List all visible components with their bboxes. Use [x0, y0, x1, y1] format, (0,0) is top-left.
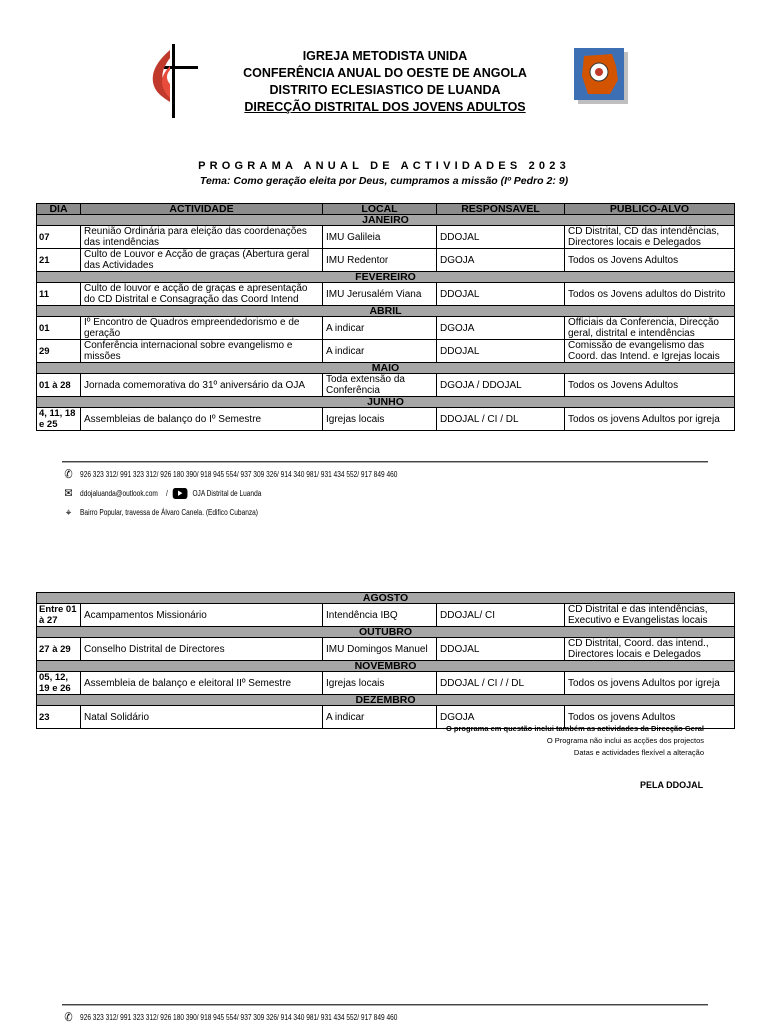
audience-cell: Todos os Jovens Adultos — [565, 374, 735, 397]
table-row — [37, 340, 735, 363]
table-header-row — [37, 204, 735, 215]
divider-line — [62, 461, 708, 463]
month-row — [37, 593, 735, 604]
phones-text: 926 323 312/ 991 323 312/ 926 180 390/ 918 945 554/ 937 309 326/ 914 340 981/ 931 434 552/ 917 849 460 — [80, 469, 398, 479]
month-row — [37, 661, 735, 672]
day-cell: 4, 11, 18 e 25 — [37, 408, 81, 431]
address-text: Bairro Popular, travessa de Álvaro Canela. (Edifico Cubanza) — [80, 508, 258, 517]
responsible-cell: DDOJAL — [437, 340, 565, 363]
program-title: PROGRAMA ANUAL DE ACTIVIDADES 2023 — [198, 160, 570, 172]
audience-cell: Todos os Jovens adultos do Distrito — [565, 283, 735, 306]
activity-cell: Reunião Ordinária para eleição das coordenações das intendências — [81, 226, 323, 249]
month-row — [37, 627, 735, 638]
column-header: LOCAL — [323, 204, 437, 215]
day-cell: 23 — [37, 706, 81, 729]
footer-divider-line — [62, 1004, 708, 1006]
header-line-2: CONFERÊNCIA ANUAL DO OESTE DE ANGOLA — [243, 66, 527, 80]
month-row — [37, 695, 735, 706]
location-cell: Intendência IBQ — [323, 604, 437, 627]
audience-cell: Officiais da Conferencia, Direcção geral, distrital e intendências — [565, 317, 735, 340]
header-line-3: DISTRITO ECLESIASTICO DE LUANDA — [269, 83, 501, 97]
audience-cell: Todos os Jovens Adultos — [565, 249, 735, 272]
contact-phones — [62, 467, 397, 481]
month-row — [37, 272, 735, 283]
footnotes — [446, 723, 704, 759]
activity-cell: Acampamentos Missionário — [81, 604, 323, 627]
location-cell: IMU Jerusalém Viana — [323, 283, 437, 306]
audience-cell: CD Distrital, CD das intendências, Directores locais e Delegados — [565, 226, 735, 249]
cross-flame-logo — [148, 44, 202, 118]
day-cell: 21 — [37, 249, 81, 272]
column-header: DIA — [37, 204, 81, 215]
footer-phones-text: 926 323 312/ 991 323 312/ 926 180 390/ 918 945 554/ 937 309 326/ 914 340 981/ 931 434 552/ 917 849 460 — [80, 1012, 398, 1022]
table-row — [37, 604, 735, 627]
table-row — [37, 283, 735, 306]
month-row — [37, 363, 735, 374]
activity-cell: Culto de Louvor e Acção de graças (Abertura geral das Actividades — [81, 249, 323, 272]
header-line-1: IGREJA METODISTA UNIDA — [302, 49, 468, 63]
note-3: Datas e actividades flexível a alteração — [573, 748, 704, 757]
location-cell: A indicar — [323, 317, 437, 340]
activity-cell: Culto de louvor e acção de graças e apresentação do CD Distrital e Consagração das Coord Intend — [81, 283, 323, 306]
activity-cell: Assembleia de balanço e eleitoral IIº Semestre — [81, 672, 323, 695]
table-row — [37, 638, 735, 661]
youtube-icon: ▶ — [173, 488, 188, 499]
location-cell: A indicar — [323, 340, 437, 363]
youtube-text[interactable]: OJA Distrital de Luanda — [192, 488, 262, 498]
oja-emblem-logo — [572, 46, 630, 108]
audience-cell: Todos os jovens Adultos por igreja — [565, 408, 735, 431]
day-cell: 27 à 29 — [37, 638, 81, 661]
month-label: JUNHO — [37, 397, 735, 408]
month-row — [37, 397, 735, 408]
program-theme: Tema: Como geração eleita por Deus, cumpramos a missão (Iº Pedro 2: 9) — [199, 175, 569, 187]
email-icon: ✉ — [64, 486, 73, 500]
day-cell: Entre 01 à 27 — [37, 604, 81, 627]
document-header — [200, 48, 570, 116]
email-text[interactable]: ddojaluanda@outlook.com — [80, 488, 158, 498]
activity-cell: Conselho Distrital de Directores — [81, 638, 323, 661]
month-label: DEZEMBRO — [37, 695, 735, 706]
activities-table-1 — [36, 203, 735, 431]
note-2: O Programa não inclui as acções dos projectos — [546, 736, 704, 745]
location-cell: Toda extensão da Conferência — [323, 374, 437, 397]
table-row — [37, 226, 735, 249]
responsible-cell: DDOJAL — [437, 638, 565, 661]
audience-cell: Todos os jovens Adultos por igreja — [565, 672, 735, 695]
activity-cell: Conferência internacional sobre evangelismo e missões — [81, 340, 323, 363]
day-cell: 01 — [37, 317, 81, 340]
note-1: O programa em questão inclui também as actividades da Direcção Geral — [445, 724, 704, 733]
responsible-cell: DDOJAL / CI / DL — [437, 408, 565, 431]
month-label: JANEIRO — [37, 215, 735, 226]
audience-cell: Comissão de evangelismo das Coord. das Intend. e Igrejas locais — [565, 340, 735, 363]
responsible-cell: DDOJAL / CI / / DL — [437, 672, 565, 695]
phone-icon: ✆ — [64, 467, 73, 481]
table-row — [37, 374, 735, 397]
responsible-cell: DDOJAL — [437, 283, 565, 306]
activity-cell: Iº Encontro de Quadros empreendedorismo e de geração — [81, 317, 323, 340]
month-label: MAIO — [37, 363, 735, 374]
month-label: NOVEMBRO — [37, 661, 735, 672]
responsible-cell: DGOJA / DDOJAL — [437, 374, 565, 397]
separator: / — [166, 488, 168, 498]
location-cell: IMU Redentor — [323, 249, 437, 272]
activity-cell: Assembleias de balanço do Iº Semestre — [81, 408, 323, 431]
signature: PELA DDOJAL — [640, 780, 704, 790]
location-cell: IMU Galileia — [323, 226, 437, 249]
audience-cell: CD Distrital e das intendências, Executivo e Evangelistas locais — [565, 604, 735, 627]
responsible-cell: DGOJA — [437, 249, 565, 272]
table-row — [37, 672, 735, 695]
table-row — [37, 249, 735, 272]
header-line-4: DIRECÇÃO DISTRITAL DOS JOVENS ADULTOS — [244, 100, 526, 114]
day-cell: 07 — [37, 226, 81, 249]
table-row — [37, 317, 735, 340]
month-label: FEVEREIRO — [37, 272, 735, 283]
month-label: AGOSTO — [37, 593, 735, 604]
location-cell: A indicar — [323, 706, 437, 729]
responsible-cell: DDOJAL/ CI — [437, 604, 565, 627]
location-cell: Igrejas locais — [323, 408, 437, 431]
audience-cell: Todos os jovens Adultos — [565, 706, 735, 729]
activities-table-2 — [36, 592, 735, 729]
responsible-cell: DDOJAL — [437, 226, 565, 249]
location-cell: Igrejas locais — [323, 672, 437, 695]
activity-cell: Jornada comemorativa do 31º aniversário da OJA — [81, 374, 323, 397]
audience-cell: CD Distrital, Coord. das intend., Directores locais e Delegados — [565, 638, 735, 661]
responsible-cell: DGOJA — [437, 706, 565, 729]
column-header: PUBLICO-ALVO — [565, 204, 735, 215]
month-row — [37, 215, 735, 226]
day-cell: 11 — [37, 283, 81, 306]
location-cell: IMU Domingos Manuel — [323, 638, 437, 661]
footer-contact-phones — [62, 1010, 397, 1024]
column-header: RESPONSAVEL — [437, 204, 565, 215]
location-pin-icon: ⌖ — [65, 505, 72, 519]
column-header: ACTIVIDADE — [81, 204, 323, 215]
month-label: OUTUBRO — [37, 627, 735, 638]
month-label: ABRIL — [37, 306, 735, 317]
contact-online — [62, 486, 261, 500]
activity-cell: Natal Solidário — [81, 706, 323, 729]
contact-address — [62, 505, 258, 520]
responsible-cell: DGOJA — [437, 317, 565, 340]
table-row — [37, 408, 735, 431]
month-row — [37, 306, 735, 317]
day-cell: 01 à 28 — [37, 374, 81, 397]
day-cell: 29 — [37, 340, 81, 363]
phone-icon: ✆ — [64, 1010, 73, 1024]
day-cell: 05, 12, 19 e 26 — [37, 672, 81, 695]
